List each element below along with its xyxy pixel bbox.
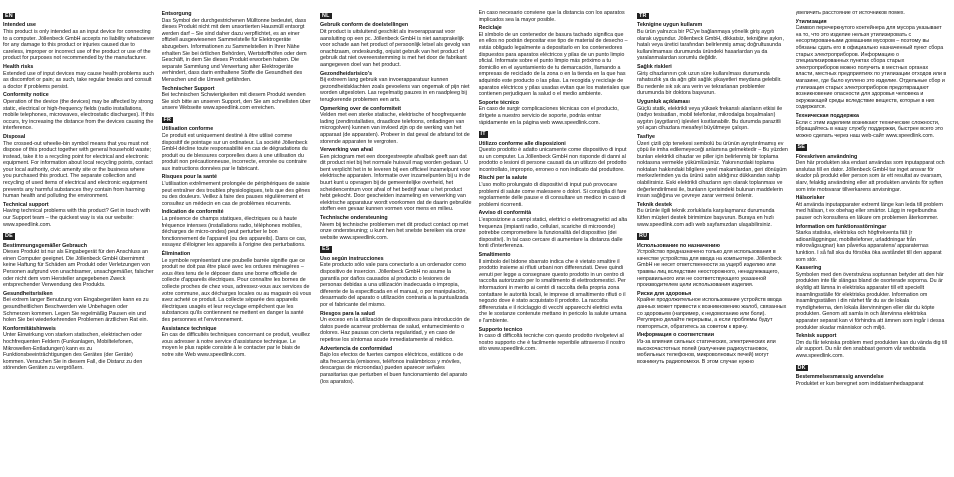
section-body: Dit product is uitsluitend geschikt als invoerapparaat voor aansluiting op een pc. Jöllenbeck GmbH is niet aansprakelijk voor schade aan het product of persoonlijk letsel als gevolg van onachtzaam, ondeskundig, onjuist gebruik van het product of gebruik dat niet overeenstemming is met het door de fabrikant aangegeven doel van het product. <box>320 29 471 68</box>
language-code-badge: RU <box>639 233 648 240</box>
language-block <box>637 230 789 365</box>
section-heading: Kassering <box>795 265 822 272</box>
section-heading: Health risks <box>3 63 34 70</box>
section-heading: Élimination <box>161 251 191 257</box>
section-heading: Техническая поддержка <box>795 112 859 119</box>
section-heading: Uso según instrucciones <box>320 255 384 262</box>
section-body: Att använda inputapparater extremt länge kan leda till problem med hälsan, t ex obehag eller smärtor. Lägg in regelbundna pauser och konsultera en läkare om problemen återkommer. <box>795 201 943 222</box>
section-heading: Assistance technique <box>161 325 217 332</box>
section-heading: Technische ondersteuning <box>320 215 388 222</box>
language-code-badge: IT <box>480 131 486 138</box>
section-body: Если с этим изделием возникают технические сложности, обращайтесь в нашу службу поддержки, быстрее всего это можно сделать через наш web-сайт www.speedlink.com. <box>795 119 943 139</box>
section-heading: Gesundheitsrisiken <box>3 290 53 297</box>
section-body: En caso necesario conviene que la distancia con los aparatos implicados sea la mayor posible. <box>478 10 625 23</box>
section-body: Bei extrem langer Benutzung von Eingabegeräten kann es zu gesundheitlichen Beschwerden wie Unbehagen oder Schmerzen kommen. Legen Sie regelmäßig Pausen ein und holen Sie bei wiederkehrenden Problemen ärztlichen Rat ein. <box>3 297 149 324</box>
language-code-badge: ES <box>322 246 330 253</box>
section-heading: Sağlık riskleri <box>637 63 672 70</box>
section-body: L'utilisation extrêmement prolongée de périphériques de saisie peut entraîner des troubles physiologiques, tels que des gênes ou des douleurs. Veillez à faire des pauses régulièrement et consultez un médecin en cas de problèmes récurrents. <box>161 181 311 207</box>
section-body: Das Symbol der durchgestrichenen Mülltonne bedeutet, dass dieses Produkt nicht mit dem unsortierten Hausmüll entsorgt werden darf – Sie sind daher dazu verpflichtet, es an einer offiziell ausgewiesenen Sammelstelle für Elektrogeräte abzugeben. Informationen zu Sammelstellen in Ihrer Nähe erhalten Sie bei örtlichen Behörden, Wertstoffhöfen oder dem Geschäft, in dem Sie dieses Produkt erworben haben. Die separate Sammlung und Verwertung alter Elektrogeräte verhindert, dass darin enthaltene Stoffe die Gesundheit des Menschen und die Umwelt gefährden. <box>161 17 307 83</box>
section-body: Een pictogram met een doorgestreepte afvalbak geeft aan dat dit product niet bij het normale huisvuil mag worden gedaan. U bent verplicht het in te leveren bij een officieel inzamelpunt voor elektrische apparaten. Informatie over inzamelpunten bij u in de buurt kunt u opvragen bij de gemeentelijke overheid, het scheidencentrum voor afval of het bedrijf waar u het product hebt gekocht. Door gescheiden inzameling en verwerking van elektrische apparatuur wordt voorkomen dat de daarin gebruikte stoffen een gevaar kunnen vormen voor mens en milieu. <box>320 153 472 213</box>
section-heading: Technical support <box>3 201 49 208</box>
section-body: The crossed-out wheelie-bin symbol means that you must not dispose of this product together with general household waste; instead, take it to a recycling point for electrical and electronic equipment. For information about local recycling points, contact your local authority, civic amenity site or the business where you purchased this product. The separate collection and recycling of used items of electrical and electronic equipment prevents any harmful substances they contain from harming human health and polluting the environment. <box>3 140 153 200</box>
text-column <box>479 10 631 477</box>
section-body: L'esposizione a campi statici, elettrici o elettromagnetici ad alta frequenza (impianti radio, cellulari, scariche di microonde) potrebbe compromettere la funzionalità del dispositivo (dei dispositivi). In tal caso cercare di aumentare la distanza dalle fonti d'interferenza. <box>478 217 628 250</box>
section-body: Символ перечеркнутого контейнера для мусора указывает на то, что это изделие нельзя утилизировать с несортированными домашним мусором – поэтому вы обязаны сдать его в официально назначенный пункт сбора старых электроприборов. Информацию о специализированных пунктах сбора старых электроприборов можно получить в местных органах власти, местных предприятиях по утилизации отходов или в магазине, где было куплено это изделие. Отдельные сбор и утилизация старых электроприборов предотвращают возникновение опасности для здоровья человека и окружающей среды вследствие веществ, которые в них содержатся. <box>795 25 947 111</box>
section-heading: Gebruik conform de doelstellingen <box>320 22 409 29</box>
section-heading: Risques pour la santé <box>161 174 218 181</box>
section-heading: Teknigine uygun kullanım <box>637 22 703 29</box>
section-body: Starka statiska, elektriska och högfrekventa fält (r adioanläggningar, mobiltelefoner, urladdningar från mikrovågsugnar) kan påverka apparatens/ apparaternas funktion. I så fall ska du försöka öka avståndet till den apparat som stör. <box>795 230 942 263</box>
section-heading: Smaltimento <box>478 252 511 258</box>
section-body: Il simbolo del bidone sbarrato indica che è vietato smaltire il prodotto insieme ai rifiuti urbani non differenziati. Deve quindi venuti per legge a consegnare questo prodotto in un centro di raccolta autorizzato per lo smaltimento di elettrodomestici. Per informazioni in merito ai centri di raccolta della propria zona contattare le autorità locali, le imprese di smaltimento rifiuti o il negozio dove è stato acquistato il prodotto. La raccolta differenziata e il riciclaggio di vecchi apparecchi elettrici evita che le sostanze contenute mettano in pericolo la salute umana e l'ambiente. <box>478 258 627 324</box>
section-heading: Rischi per la salute <box>478 175 528 182</box>
language-code-badge: EN <box>5 13 13 19</box>
language-block <box>162 114 314 359</box>
section-body: Bu ürün yalnızca bir PC'ye bağlanmaya yönelik giriş aygıtı olarak uygundur. Jöllenbeck GmbH, dikkatsiz, tekniğine aykırı, hatalı veya üretici tarafından belirlenmiş amaç doğrultusunda kullanılmaması durumunda üründeki hasarlardan ya da yaralanmalardan sorumlu değildir. <box>637 29 785 62</box>
section-heading: Tasfiye <box>637 133 656 140</box>
section-body: Unter Einwirkung von starken statischen, elektrischen oder hochfrequenten Feldern (Funkanlagen, Mobiltelefonen, Mikrowellen-Entladungen) kann es zu Funktionsbeeinträchtigungen des Gerätes (der Geräte) kommen. Versuchen Sie in diesem Fall, die Distanz zu den störenden Geräten zu vergrößern. <box>3 332 143 372</box>
section-heading: Teknisk support <box>795 333 837 340</box>
section-heading: Teknik destek <box>637 201 672 208</box>
text-column <box>796 10 948 477</box>
language-block <box>796 362 948 388</box>
text-column <box>320 10 472 477</box>
language-block <box>479 10 631 126</box>
language-block <box>320 10 472 241</box>
section-body: Un exceso en la utilización de dispositivos para introducción de datos puede acarrear problemas de salud, entumecimiento o dolores. Haz pausas con cierta regularidad, y en caso de repetirse los síntomas acude inmediatamente al médico. <box>320 317 470 343</box>
section-heading: Advertencia de conformidad <box>320 345 393 352</box>
section-body: This product is only intended as an input device for connecting to a computer. Jöllenbeck GmbH accepts no liability whatsoever for any damage to this product or injuries caused due to careless, improper or incorrect use of the product or use of the product for purposes not recommended by the manufacturer. <box>3 29 155 62</box>
section-heading: Konformitätshinweis <box>3 325 56 332</box>
section-heading: Reciclaje <box>478 25 502 32</box>
section-heading: Hälsorisker <box>795 195 825 202</box>
section-body: Bei technischen Schwierigkeiten mit diesem Produkt wenden Sie sich bitte an unseren Support, den Sie am schnellsten über unsere Webseite www.speedlink.com erreichen. <box>161 92 311 112</box>
section-body: L'uso molto prolungato di dispositivi di input può provocare problemi di salute come malessere o dolori. Si consiglia di fare regolarmente delle pause e di consultare un medico in caso di problemi ricorrenti. <box>478 182 627 208</box>
section-body: Dieses Produkt ist nur als Eingabegerät für den Anschluss an einen Computer geeignet. Die Jöllenbeck GmbH übernimmt keine Haftung für Schäden am Produkt oder Verletzungen von Personen aufgrund von unachtsamer, unsachgemäßer, falscher oder nicht dem vom Hersteller angegebenen Zweck entsprechender Verwendung des Produkts. <box>3 249 154 289</box>
section-body: Bajo los efectos de fuertes campos eléctricos, estáticos o de alta frecuencia (emisores, teléfonos inalámbricos y móviles, descargas de microondas) pueden aparecer señales parasitarias que perturben el buen funcionamiento del aparato (los aparatos). <box>320 352 468 385</box>
section-heading: Avviso di conformità <box>478 210 532 217</box>
section-body: Velden met een sterke statische, elektrische of hoogfrequente lading (zendinstallaties, draadloze telefoons, ontladingen van microgolven) kunnen van invloed zijn op de werking van het apparaat (de apparaten). Probeer in dat geval de afstand tot de storende apparaten te vergroten. <box>320 112 470 145</box>
section-body: Extended use of input devices may cause health problems such as discomfort or pain; as such, take regular breaks and consult a doctor if problems persist. <box>3 70 154 90</box>
section-body: Den här produkten ska endast användas som inputapparat och anslutas till en dator. Jöllenbeck GmbH tar inget ansvar för skador på produkt eller person som är ett resultat av ovarsam, slarv, felaktig användning eller att produkten använts för syften som inte motsvarar tillverkarens anvisningar. <box>795 160 945 193</box>
language-code-badge: DE <box>5 233 13 240</box>
language-block <box>320 243 472 385</box>
language-block <box>162 11 314 112</box>
section-body: Om du får tekniska problem med produkten kan du vända dig till vår support. Du når den snabbast genom vår webbsida www.speedlink.com. <box>795 339 947 359</box>
language-block <box>796 141 948 359</box>
language-block <box>3 230 155 372</box>
section-body: Neem bij technische problemen met dit product contact op met onze ondersteuning; u kunt hen het snelste bereiken via onze website www.speedlink.com. <box>320 221 469 241</box>
section-body: En caso de surgir complicaciones técnicas con el producto, dirígete a nuestro servicio de soporte, podrás entrar rápidamente en la página web www.speedlink.com. <box>478 106 619 126</box>
section-heading: Disposal <box>3 133 26 140</box>
section-heading: Soporte técnico <box>478 99 519 106</box>
section-heading: Riesgos para la salud <box>320 310 375 317</box>
section-heading: Opmerking over de conformiteit <box>320 105 402 112</box>
section-heading: Использование по назначению <box>637 242 720 249</box>
section-heading: Supporto tecnico <box>478 326 523 333</box>
language-code-badge: TR <box>639 13 647 19</box>
section-body: увеличить расстояние от источников помех. <box>795 10 905 16</box>
section-body: Le symbole représentant une poubelle barrée signifie que ce produit ne doit pas être placé avec les ordures ménagères – vous êtes tenu de le déposer dans une borne officielle de collecte d'appareils électriques. Pour connaître les bornes de collecte proches de chez vous, adressez-vous aux services de votre commune, aux décharges locales ou au magasin où vous avez acheté ce produit. La collecte séparée des appareils électriques usagés et leur recyclage empêchent que les substances qu'ils contiennent ne mettent en danger la santé des personnes et l'environnement. <box>161 257 312 323</box>
section-heading: Verwerking van afval <box>320 147 373 154</box>
section-heading: Utilisation conforme <box>161 126 214 133</box>
section-heading: Conformity notice <box>3 92 49 99</box>
language-block <box>479 128 631 353</box>
section-heading: Информация о соответствии <box>637 332 714 339</box>
section-body: Questo prodotto è adatto unicamente come dispositivo di input su un computer. La Jöllenbeck GmbH non risponde di danni al prodotto o lesioni di persone causati da un utilizzo del prodotto incontrollato, improprio, erroneo o non indicato dal produttore. <box>478 147 627 173</box>
section-heading: Technischer Support <box>161 85 215 92</box>
section-body: Güçlü statik, elektrikli veya yüksek frekanslı alanların etkisi ile (radyo tesisatları, mobil telefonlar, mikrodalga boşalmaları) aygıtın (aygıtların) işlevleri kısıtlanabilir. Bu durumda parazitli yol açan cihazlara mesafeyi büyütmeye çalışın. <box>637 105 783 132</box>
section-body: Having technical problems with this product? Get in touch with our Support team – the quickest way is via our website: www.speedlink.com. <box>3 208 151 228</box>
section-heading: Утилизация <box>795 18 827 25</box>
section-body: Operation of the device (the devices) may be affected by strong static, electrical or high-frequency fields (radio installations, mobile telephones, microwaves, electrostatic discharges). If this occurs, try increasing the distance from the devices causing the interference. <box>3 98 154 132</box>
section-body: Устройство предназначено только для использования в качестве устройства для ввода на компьютере. Jöllenbeck GmbH не несет ответственности за ущерб изделию или травмы лиц вследствие неосторожного, ненадлежащего, неправильного или не соответствующего указанной производителем цели использования изделия. <box>637 249 782 289</box>
section-body: Bu ürünle ilgili teknik zorluklarla karşılaşmanız durumunda lütfen müşteri destek birimimize başvurun. Buraya en hızlı www.speedlink.com adlı web sayfamızdan ulaşabilirsiniz. <box>637 208 775 228</box>
language-code-badge: NL <box>322 13 330 19</box>
section-heading: Риски для здоровья <box>637 290 692 297</box>
section-heading: Uygunluk açıklaması <box>637 98 690 105</box>
language-code-badge: DK <box>797 364 806 371</box>
text-column <box>162 10 314 477</box>
section-body: Giriş cihazlarının çok uzun süre kullanılması durumunda rahatsızlık ya da ağrı gibi sağlık şikayetleri meydana gelebilir. Bu nedenle sık sık ara verin ve tekrarlanan problemler durumunda bir doktora başvurun. <box>637 70 782 97</box>
section-body: In caso di difficoltà tecniche con questo prodotto rivolgetevi al nostro supporto che è facilmente reperibile attraverso il nostro sito www.speedlink.com. <box>478 333 625 353</box>
section-heading: Information om funktionsstörningar <box>795 223 887 230</box>
section-body: Ce produit est uniquement destiné à être utilisé comme dispositif de pointage sur un ordinateur. La société Jöllenbeck GmbH décline toute responsabilité en cas de dégradations du produit ou de blessures corporelles dues à une utilisation du produit non précautionneuse, incorrecte, erronée ou contraire aux instructions données par le fabricant. <box>161 132 308 172</box>
section-heading: Bestemmelsesmæssig anvendelse <box>795 373 884 380</box>
section-heading: Gezondheidsrisico's <box>320 70 373 77</box>
section-body: Крайне продолжительное использование устройств ввода данных может привести к возникновению жалоб, связанных со здоровьем (например, к недомоганию или боли). Регулярно делайте перерывы, а если проблемы будут повторяться, обратитесь за советом к врачу. <box>637 297 787 330</box>
text-column <box>3 10 155 477</box>
section-body: Symbolen med den överstrukna soptunnan betyder att den här produkten inte får slängas bland de osorterade soporna. Du är skyldig att lämna in elektriska apparater till ett speciellt insamlingsställe för elektriska produkter. Information om insamlingsställen i din närhet får du av de lokala myndigheterna, den lokala återvinningen eller där du köpte produkten. Genom att samla in och återvinna elektriska apparater separat kan vi förhindra att ämnen som ingår i dessa produkter skadar människor och miljö. <box>795 271 945 331</box>
section-heading: Intended use <box>3 22 36 29</box>
language-code-badge: FR <box>163 116 172 123</box>
section-heading: Indication de conformité <box>161 209 224 216</box>
section-heading: Föreskriven användning <box>795 153 858 160</box>
section-body: Este producto sólo vale para conectarlo a un ordenador como dispositivo de insercion. Jöllenbeck GmbH no asume la garantía por daños causados al producto o lesiones de personas debidas a una utilización inadecuada o impropia, diferente de la especificada en el manual, o por manipulación, desarmado del aparato o utilización contraria a la puntualizada por el fabricante del mismo. <box>320 262 469 308</box>
language-block <box>637 10 789 228</box>
section-heading: Utilizzo conforme alle disposizioni <box>478 140 566 147</box>
language-code-badge: SE <box>797 144 806 151</box>
section-heading: Bestimmungsgemäßer Gebrauch <box>3 242 88 249</box>
section-body: Produktet er kun beregnet som inddataenhedsapparat <box>795 380 924 387</box>
section-body: La présence de champs statiques, électriques ou à haute fréquence intenses (installations radio, téléphones mobiles, décharges de micro-ondes) peut perturber le bon fonctionnement de l'appareil (ou des appareils). Dans ce cas, essayez d'éloigner les appareils à l'origine des perturbations. <box>161 216 307 249</box>
section-body: El símbolo de un contenedor de basura tachado significa que en ellos no podrán depositar ese tipo de material de desecho – estás obligado legalmente a depositarlo en los contenedores dispuestos para aparatos eléctricos y pilas de un punto limpio oficial. Informate sobre el punto limpio más próximo a tu domicilio en el ayuntamiento de tu demarcación, llamando a empresas de reciclado de la zona o en la tienda en la que has adquirido este producto o las pilas. La recogida y reciclaje de aparatos eléctricos y pilas usadas evitan que los materiales que contienen perjudiquen la salud o el medio ambiente. <box>478 31 630 98</box>
section-body: En cas de difficultés techniques concernant ce produit, veuillez vous adresser à notre service d'assistance technique. Le moyen le plus rapide consiste à le contacter par le biais de notre site Web www.speedlink.com. <box>161 332 310 358</box>
language-block <box>796 10 948 139</box>
section-heading: Entsorgung <box>161 11 192 17</box>
section-body: Bij extreem lang gebruik van invoerapparatuur kunnen gezondheidsklachten zoals gevoelens van ongemak of pijn niet worden uitgesloten. Las regelmatig pauzes in en raadpleeg bij terugkerende problemen een arts. <box>320 77 470 103</box>
section-body: Из-за влияния сильных статических, электрических или высокочастотных полей (излучение радиоустановок, мобильных телефонов, микроволновых печей) могут возникнуть радиопомехи. В этом случае нужно <box>637 338 776 365</box>
section-body: Üzeri çizili çöp tenekesi sembolü bu ürünün ayrıştırılmamış ev çöpü ile imha edilemeyeceği anlamına gelmektedir – Bu yüzden bunları elektrikli cihazlar ve piller için belirlenmiş bir toplama noktasına vermekle yükümlüsünüz. Yakınınızdaki toplama noktaları hakkındaki bilgilere yerel makamlardan, geri dönüşüm merkezlerinden ya da ürünü satın aldığınız dükkandan sahip olabilirsiniz. Eski elektrikli cihazların ayrı olarak toplanması ve değerlendirilmesi ile, bunların içerisindeki bulunan maddelerin insan sağlığına ve çevreye zarar vermesi önlenir. <box>637 140 788 200</box>
language-block <box>3 10 155 228</box>
text-column <box>637 10 789 477</box>
